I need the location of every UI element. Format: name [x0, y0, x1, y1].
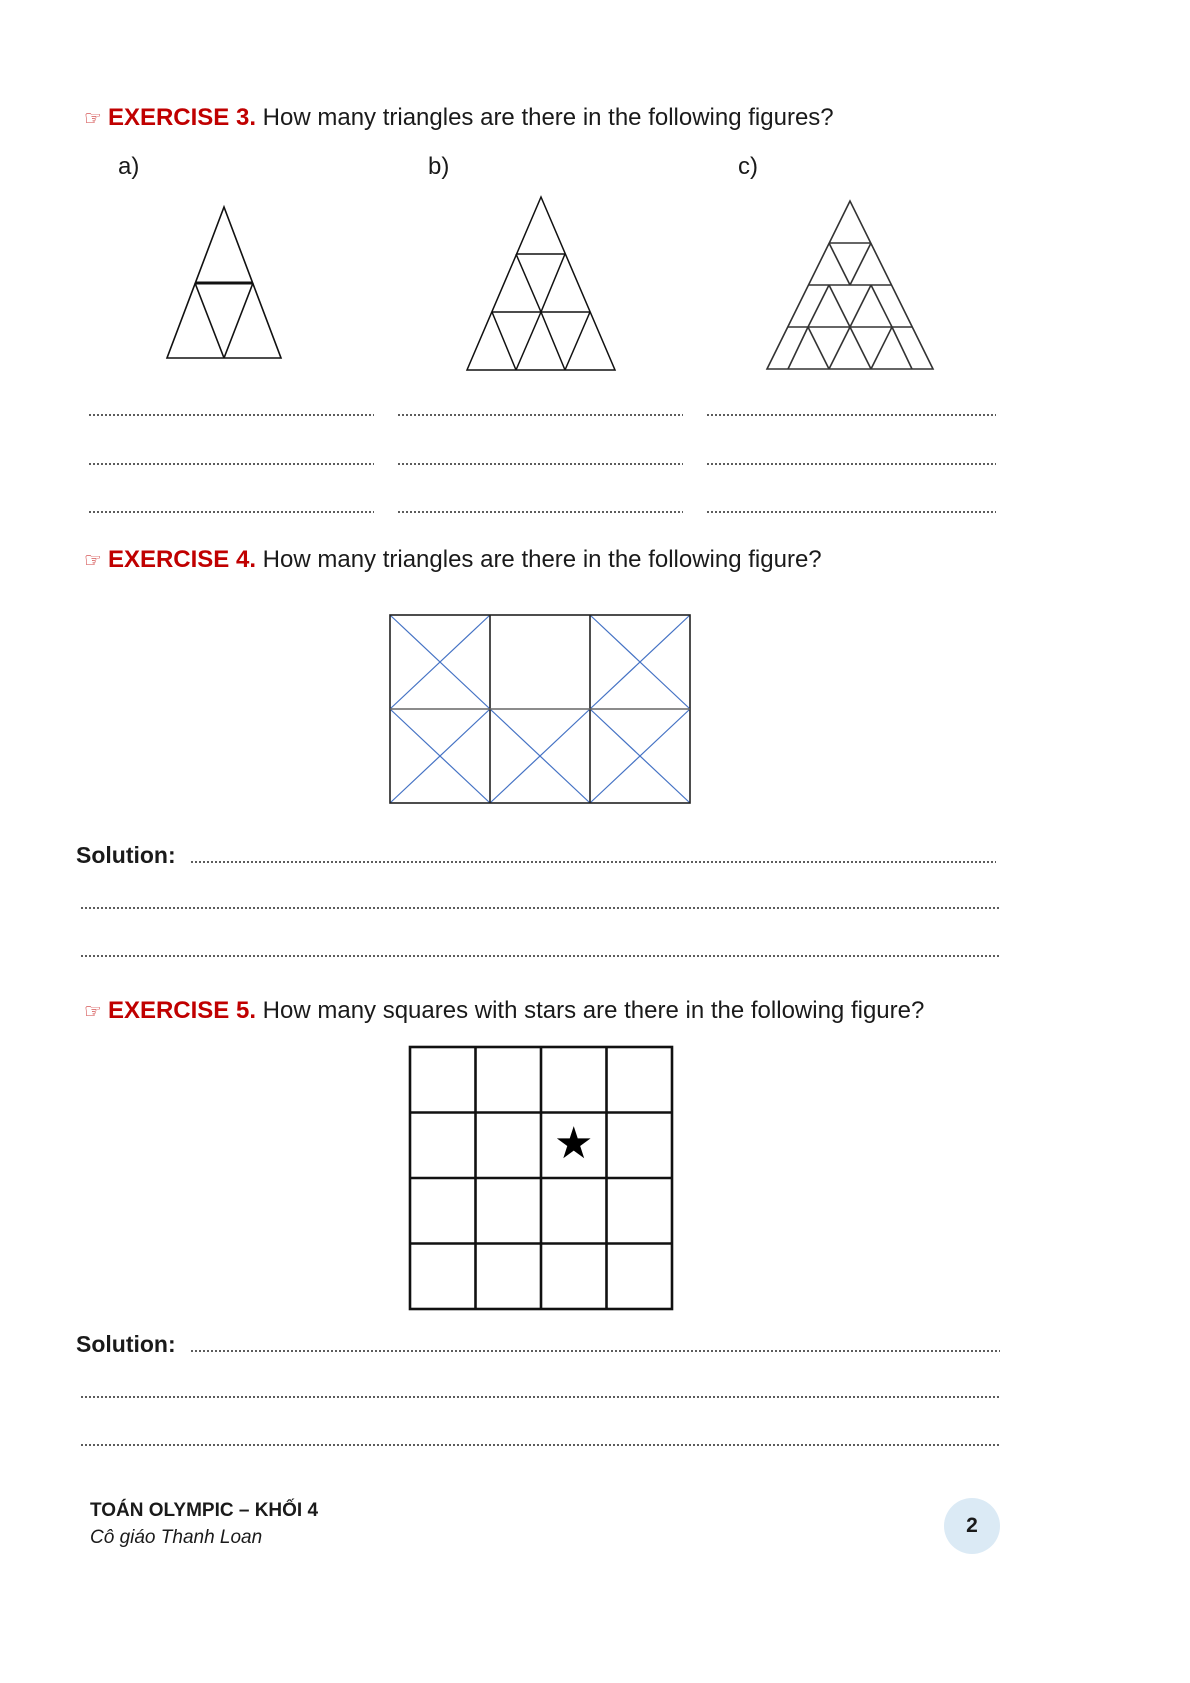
exercise-4-answer-line-2[interactable]	[80, 907, 1000, 909]
exercise-4-label: EXERCISE 4.	[107, 546, 256, 573]
exercise-4-solution-label: Solution:	[76, 842, 176, 868]
exercise-4-heading	[84, 546, 822, 574]
exercise-4-question: How many triangles are there in the following figure?	[262, 546, 822, 573]
figure-a-label: a)	[118, 153, 140, 180]
answer-line-a-1[interactable]	[88, 414, 374, 416]
star-icon: ★	[554, 1118, 594, 1169]
exercise-5-solution-label: Solution:	[76, 1331, 176, 1357]
pointing-hand-icon: ☞	[84, 108, 102, 130]
answer-line-c-1[interactable]	[706, 414, 996, 416]
exercise-5-question: How many squares with stars are there in the following figure?	[262, 997, 925, 1024]
exercise-5-answer-line-1[interactable]	[190, 1350, 1000, 1352]
page-number-badge	[944, 1498, 1000, 1554]
exercise-4-answer-line-3[interactable]	[80, 955, 1000, 957]
footer-author: Cô giáo Thanh Loan	[90, 1527, 263, 1548]
exercise-3-label: EXERCISE 3.	[107, 104, 256, 131]
figure-c-label: c)	[738, 153, 758, 180]
page-number: 2	[966, 1514, 978, 1537]
exercise-3-heading	[84, 104, 834, 132]
answer-line-b-3[interactable]	[397, 511, 683, 513]
pointing-hand-icon: ☞	[84, 550, 102, 572]
figure-b-label: b)	[428, 153, 450, 180]
footer-title: TOÁN OLYMPIC – KHỐI 4	[90, 1500, 319, 1521]
exercise-3-question: How many triangles are there in the following figures?	[262, 104, 834, 131]
exercise-5-label: EXERCISE 5.	[107, 997, 256, 1024]
answer-line-a-3[interactable]	[88, 511, 374, 513]
answer-line-c-3[interactable]	[706, 511, 996, 513]
exercise-5-answer-line-3[interactable]	[80, 1444, 1000, 1446]
answer-line-c-2[interactable]	[706, 463, 996, 465]
answer-line-b-1[interactable]	[397, 414, 683, 416]
exercise-4-answer-line-1[interactable]	[190, 861, 996, 863]
pointing-hand-icon: ☞	[84, 1001, 102, 1023]
exercise-5-heading	[84, 997, 924, 1025]
answer-line-a-2[interactable]	[88, 463, 374, 465]
answer-line-b-2[interactable]	[397, 463, 683, 465]
exercise-5-answer-line-2[interactable]	[80, 1396, 1000, 1398]
